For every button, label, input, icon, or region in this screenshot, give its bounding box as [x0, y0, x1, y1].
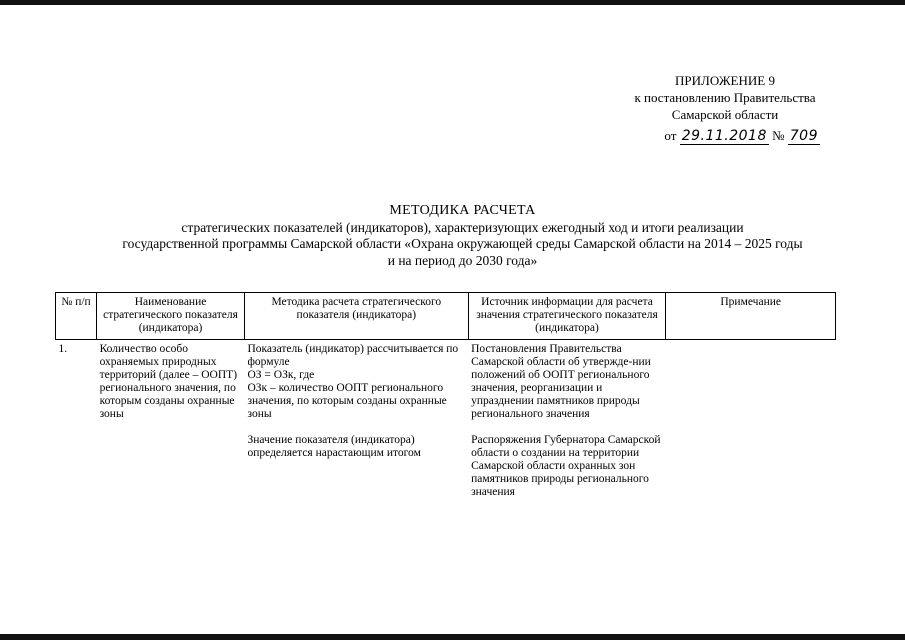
title-line-1: стратегических показателей (индикаторов), характеризующих ежегодный ход и итоги реализации	[181, 219, 744, 235]
method-formula: ОЗ = ОЗк, где	[247, 369, 315, 381]
source-governor-orders: Распоряжения Губернатора Самарской области о создании на территории Самарской области охранных зон памятников природы регионального значения	[471, 434, 661, 498]
row-indicator-name: Количество особо охраняемых природных территорий (далее – ООПТ) регионального значения, по которым созданы охранные зоны	[99, 343, 238, 420]
row-note	[666, 340, 836, 503]
source-government-resolutions: Постановления Правительства Самарской области об утвержде-нии положений об ООПТ регионального значения, реорганизации и упразднении памятников природы регионального значения	[471, 343, 651, 420]
header-number: № п/п	[56, 293, 97, 340]
scan-top-border	[0, 0, 905, 5]
method-variable-definition: ОЗк – количество ООПТ регионального значения, по которым созданы охранные зоны	[247, 382, 447, 420]
appendix-date-line	[560, 127, 890, 145]
handwritten-date: 29.11.2018	[681, 128, 767, 144]
scan-bottom-border	[0, 634, 905, 640]
row-information-source	[468, 340, 666, 503]
title-line-3: и на период до 2030 года»	[387, 252, 538, 268]
table-header-row	[56, 293, 836, 340]
appendix-region-line: Самарской области	[671, 107, 779, 122]
document-title	[40, 203, 885, 269]
indicators-table	[55, 292, 836, 502]
title-main: МЕТОДИКА РАСЧЕТА	[389, 203, 536, 218]
header-calculation-method: Методика расчета стратегического показателя (индикатора)	[244, 293, 468, 340]
method-formula-intro: Показатель (индикатор) рассчитывается по формуле	[247, 343, 459, 368]
table-row	[56, 340, 836, 503]
row-calculation-method	[244, 340, 468, 503]
appendix-header	[560, 72, 890, 145]
appendix-title: ПРИЛОЖЕНИЕ 9	[675, 73, 775, 88]
row-number: 1.	[58, 343, 68, 355]
date-prefix: от	[664, 128, 677, 143]
appendix-resolution-line: к постановлению Правительства	[634, 90, 816, 105]
header-note: Примечание	[666, 293, 836, 340]
header-information-source: Источник информации для расчета значения стратегического показателя (индикатора)	[468, 293, 666, 340]
method-cumulative-note: Значение показателя (индикатора) определяется нарастающим итогом	[247, 434, 421, 459]
handwritten-number: 709	[789, 128, 818, 144]
title-line-2: государственной программы Самарской области «Охрана окружающей среды Самарской области на 2014 – 2025 годы	[122, 236, 803, 251]
number-prefix: №	[772, 128, 785, 143]
header-indicator-name: Наименование стратегического показателя (индикатора)	[97, 293, 245, 340]
